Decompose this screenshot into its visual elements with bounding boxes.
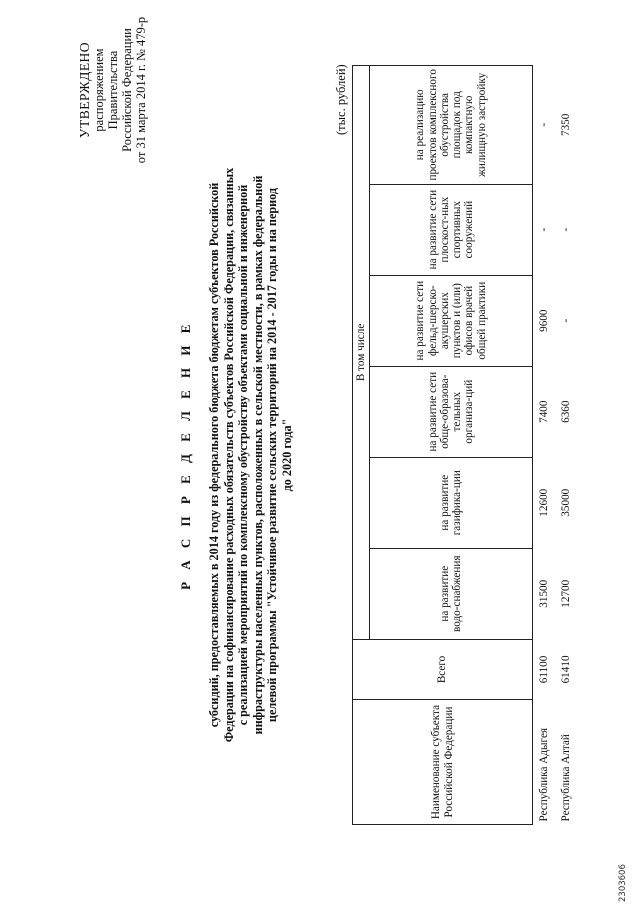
cell-value: 31500 [537,579,550,608]
header-subject: Наименование субъекта Российской Федерации [353,700,533,825]
cell-value: 7400 [537,400,550,423]
subtitle-line: Федерации на софинансирование расходных обязательств субъектов Российской Федерации, связанных [221,167,236,743]
cell-value: - [559,318,572,323]
cell-subject: Республика Алтай [559,734,572,822]
cell-value: 12600 [537,488,550,517]
approval-line: от 31 марта 2014 г. № 479-р [134,16,148,164]
table-row [533,66,556,825]
header-group: В том числе [353,66,370,640]
cell-value: - [537,122,550,127]
cell-value: - [559,227,572,232]
header-gas: на развитие газифика-ции [370,457,533,548]
header-total: Всего [353,639,533,699]
subsidy-table [352,65,577,825]
cell-value: 6360 [559,400,572,423]
header-sports: на развитие сети плоскост-ных спортивных сооружений [370,184,533,275]
document-heading [178,75,295,835]
subtitle-line: субсидий, предоставляемых в 2014 году из федерального бюджета бюджетам субъектов Российской [207,182,221,728]
subtitle-line: инфраструктуры населенных пунктов, расположенных в сельской местности, в рамках федеральной [250,175,265,735]
header-schools: на развитие сети обще-образова-тельных организа-ций [370,366,533,457]
unit-note: (тыс. рублей) [334,64,348,135]
page-stamp: 2303606 [618,864,628,902]
cell-total: 61100 [537,655,550,684]
approval-title: УТВЕРЖДЕНО [77,41,92,139]
header-medical: на развитие сети фельд-шерско-акушерских пунктов и (или) офисов врачей общей практики [370,275,533,366]
cell-value: 9600 [537,309,550,332]
table-header-row [353,66,370,825]
cell-value: 35000 [559,488,572,517]
cell-subject: Республика Адыгея [537,727,550,822]
cell-total: 61410 [559,655,572,684]
approval-line: Российской Федерации [120,28,134,152]
table-row [555,66,577,825]
header-water: на развитие водо-снабжения [370,548,533,639]
cell-value: - [537,227,550,232]
approval-line: распоряжением Правительства [92,48,120,132]
document-title: Р А С П Р Е Д Е Л Е Н И Е [178,320,193,590]
approval-block [78,10,148,170]
subtitle-line: до 2020 года" [279,418,294,492]
subtitle-line: целевой программы "Устойчивое развитие сельских территорий на 2014 - 2017 годы и на период [265,187,280,723]
header-housing: на реализацию проектов комплексного обустройства площадок под компактную жилищную застройку [370,66,533,185]
document-subtitle [207,75,295,835]
cell-value: 12700 [559,579,572,608]
cell-value: 7350 [559,113,572,136]
subtitle-line: с реализацией мероприятий по комплексному обустройству объектами социальной и инженерной [236,184,251,726]
